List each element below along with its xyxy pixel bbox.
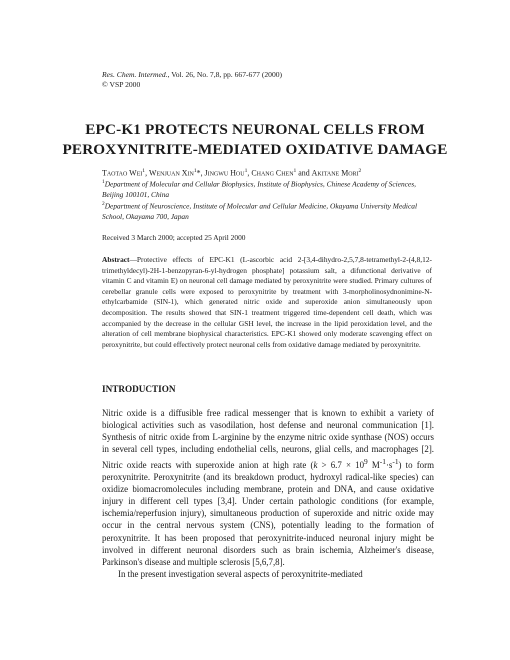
journal-name: Res. Chem. Intermed. (102, 70, 168, 79)
rate-unit-mid: ·s (385, 459, 393, 470)
author-separator: , (145, 168, 150, 178)
paragraph-1-text-a: Nitric oxide is a diffusible free radical messenger that is known to exhibit a variety of biological activities such as vasodilation, host defense and neuronal communication [1]. Synthesis of nitric oxide from L-arginine by the enzyme nitric oxide synthase (NOS) occurs in several cell types, including endothelial cells, neurons, glial cells, and macrophages [2]. Nitric oxide reacts with superoxide anion at high rate ( (102, 408, 434, 470)
author-name: Taotao Wei (102, 168, 143, 178)
section-heading-introduction: INTRODUCTION (102, 384, 176, 394)
journal-header (102, 70, 432, 91)
paragraph-2: In the present investigation several aspects of peroxynitrite-mediated (118, 569, 363, 579)
paper-title (60, 120, 450, 160)
author-name: Wenjuan Xin (149, 168, 194, 178)
affiliation-number: 2 (102, 201, 105, 207)
title-line-1: EPC-K1 PROTECTS NEURONAL CELLS FROM (85, 121, 425, 138)
affiliation-text: Department of Molecular and Cellular Biophysics, Institute of Biophysics, Chinese Academy of Sciences, Beijing 100101, China (102, 179, 416, 199)
author-name: Akitane Mori (311, 168, 359, 178)
rate-unit: M (367, 459, 380, 470)
author-separator: , (200, 168, 205, 178)
rate-exponent: 9 (364, 456, 368, 466)
author-name: Jingwu Hou (204, 168, 245, 178)
author-separator: and (296, 168, 312, 178)
affiliation-text: Department of Neuroscience, Institute of Molecular and Cellular Medicine, Okayama University Medical School, Okayama 700, Japan (102, 201, 418, 221)
affiliation-2 (102, 199, 432, 222)
paragraph-1 (102, 407, 434, 568)
journal-citation (102, 70, 432, 80)
author-affiliation-mark: 1 (293, 168, 297, 174)
affiliation-1 (102, 177, 432, 200)
affiliation-number: 1 (102, 179, 105, 185)
rate-constant-symbol: k (313, 459, 318, 470)
abstract-label: Abstract (102, 255, 130, 264)
author-affiliation-mark: 1 (142, 168, 146, 174)
paragraph-1-text-b: ) to form peroxynitrite. Peroxynitrite (and its breakdown product, hydroxyl radical-like species) can oxidize biomacromolecules including membrane, protein and DNA, and cause oxidative injury in different cell types [3,4]. Under certain pathologic conditions (for example, ischemia/reperfusion injury), simultaneous production of superoxide and nitric oxide may occur in the central nervous system (CNS), potentially leading to the formation of peroxynitrite. It has been proposed that peroxynitrite-induced neuronal injury might be involved in different neuronal disorders such as brain ischemia, Alzheimer's disease, Parkinson's disease and multiple sclerosis [5,6,7,8]. (102, 459, 434, 567)
author-affiliation-mark: 1 (193, 168, 197, 174)
corresponding-author-mark: * (196, 168, 201, 178)
journal-volume: , Vol. 26, No. 7,8, pp. 667-677 (2000) (167, 70, 283, 79)
rate-unit-exponent-1: -1 (379, 456, 386, 466)
abstract-text: —Protective effects of EPC-K1 (L-ascorbic acid 2-[3,4-dihydro-2,5,7,8-tetramethyl-2-(4,8,12-trimethyldecyl)-2H-1-benzopyran-6-yl-hydrogen phosphate] potassium salt, a difunctional derivative of vitamin C and vitamin E) on neuronal cell damage mediated by peroxynitrite were studied. Primary cultures of cerebellar granule cells were exposed to peroxynitrite by treatment with 3-morpholinosydnonimine-N-ethylcarbamide (SIN-1), which generated nitric oxide and superoxide anion simultaneously upon decomposition. The results showed that SIN-1 treatment triggered time-dependent cell death, which was accompanied by the decrease in the cellular GSH level, the increase in the lipid peroxidation level, and the alteration of cell membrane biophysical characteristics. EPC-K1 showed only moderate scavenging effect on peroxynitrite, but could effectively protect neuronal cells from oxidative damage mediated by peroxynitrite. (102, 255, 432, 349)
title-line-2: PEROXYNITRITE-MEDIATED OXIDATIVE DAMAGE (62, 141, 448, 158)
journal-copyright: © VSP 2000 (102, 80, 141, 90)
introduction-body (102, 407, 434, 580)
received-dates: Received 3 March 2000; accepted 25 April 2000 (102, 233, 246, 242)
author-affiliation-mark: 2 (358, 168, 362, 174)
author-separator: , (247, 168, 252, 178)
author-affiliation-mark: 1 (244, 168, 248, 174)
rate-value: > 6.7 × 10 (317, 459, 365, 470)
abstract (102, 255, 432, 350)
author-name: Chang Chen (251, 168, 294, 178)
rate-unit-exponent-2: -1 (392, 456, 399, 466)
